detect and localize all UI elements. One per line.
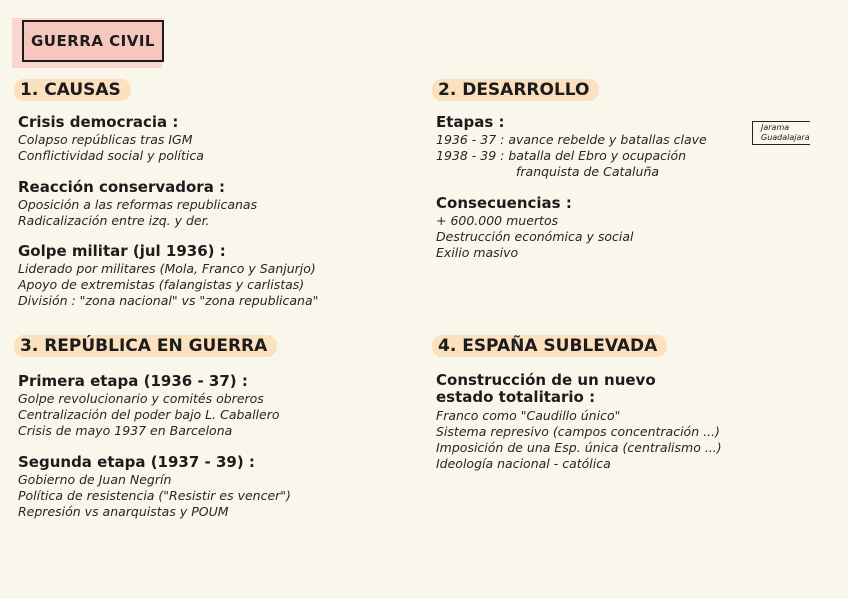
side-note-battles bbox=[752, 121, 810, 145]
section-title-desarrollo: 2. DESARROLLO bbox=[432, 79, 599, 101]
heading-estado-totalitario: estado totalitario : bbox=[436, 388, 596, 406]
block-etapas bbox=[436, 113, 707, 180]
list-item: + 600.000 muertos bbox=[436, 213, 559, 228]
list-item: 1936 - 37 : avance rebelde y batallas clave bbox=[436, 132, 707, 147]
list-item: Imposición de una Esp. única (centralismo ...) bbox=[436, 440, 722, 455]
list-item: Liderado por militares (Mola, Franco y Sanjurjo) bbox=[18, 261, 316, 276]
list-item: Oposición a las reformas republicanas bbox=[18, 197, 258, 212]
list-item: División : "zona nacional" vs "zona republicana" bbox=[18, 293, 319, 308]
block-construccion-estado bbox=[436, 372, 722, 472]
heading-reaccion-conservadora: Reacción conservadora : bbox=[18, 178, 226, 196]
list-item: Apoyo de extremistas (falangistas y carlistas) bbox=[18, 277, 305, 292]
section-title-causas: 1. CAUSAS bbox=[14, 79, 131, 101]
heading-segunda-etapa: Segunda etapa (1937 - 39) : bbox=[18, 453, 255, 471]
block-golpe-militar bbox=[18, 242, 318, 309]
side-note-line: Jarama bbox=[761, 123, 790, 132]
list-item: Colapso repúblicas tras IGM bbox=[18, 132, 193, 147]
block-primera-etapa bbox=[18, 372, 280, 439]
heading-etapas: Etapas : bbox=[436, 113, 505, 131]
list-item: Conflictividad social y política bbox=[18, 148, 204, 163]
list-item: Centralización del poder bajo L. Caballero bbox=[18, 407, 280, 422]
list-item: Franco como "Caudillo único" bbox=[436, 408, 621, 423]
list-item: Crisis de mayo 1937 en Barcelona bbox=[18, 423, 233, 438]
list-item: Sistema represivo (campos concentración ...) bbox=[436, 424, 720, 439]
block-segunda-etapa bbox=[18, 453, 291, 520]
heading-construccion-estado: Construcción de un nuevo bbox=[436, 371, 656, 389]
block-crisis-democracia bbox=[18, 113, 204, 164]
heading-consecuencias: Consecuencias : bbox=[436, 194, 572, 212]
list-item: Política de resistencia ("Resistir es vencer") bbox=[18, 488, 291, 503]
heading-primera-etapa: Primera etapa (1936 - 37) : bbox=[18, 372, 248, 390]
section-title-republica: 3. REPÚBLICA EN GUERRA bbox=[14, 335, 277, 357]
list-item: Represión vs anarquistas y POUM bbox=[18, 504, 229, 519]
list-item: Destrucción económica y social bbox=[436, 229, 634, 244]
list-item: 1938 - 39 : batalla del Ebro y ocupación bbox=[436, 148, 687, 163]
section-title-sublevada: 4. ESPAÑA SUBLEVADA bbox=[432, 335, 667, 357]
list-item: Exilio masivo bbox=[436, 245, 519, 260]
block-consecuencias bbox=[436, 194, 634, 261]
heading-crisis-democracia: Crisis democracia : bbox=[18, 113, 179, 131]
list-item: franquista de Cataluña bbox=[516, 164, 660, 179]
heading-golpe-militar: Golpe militar (jul 1936) : bbox=[18, 242, 226, 260]
list-item: Radicalización entre izq. y der. bbox=[18, 213, 210, 228]
side-note-line: Guadalajara bbox=[761, 133, 810, 142]
list-item: Ideología nacional - católica bbox=[436, 456, 611, 471]
list-item: Gobierno de Juan Negrín bbox=[18, 472, 172, 487]
list-item: Golpe revolucionario y comités obreros bbox=[18, 391, 264, 406]
page-title: GUERRA CIVIL bbox=[22, 20, 164, 62]
block-reaccion-conservadora bbox=[18, 178, 257, 229]
